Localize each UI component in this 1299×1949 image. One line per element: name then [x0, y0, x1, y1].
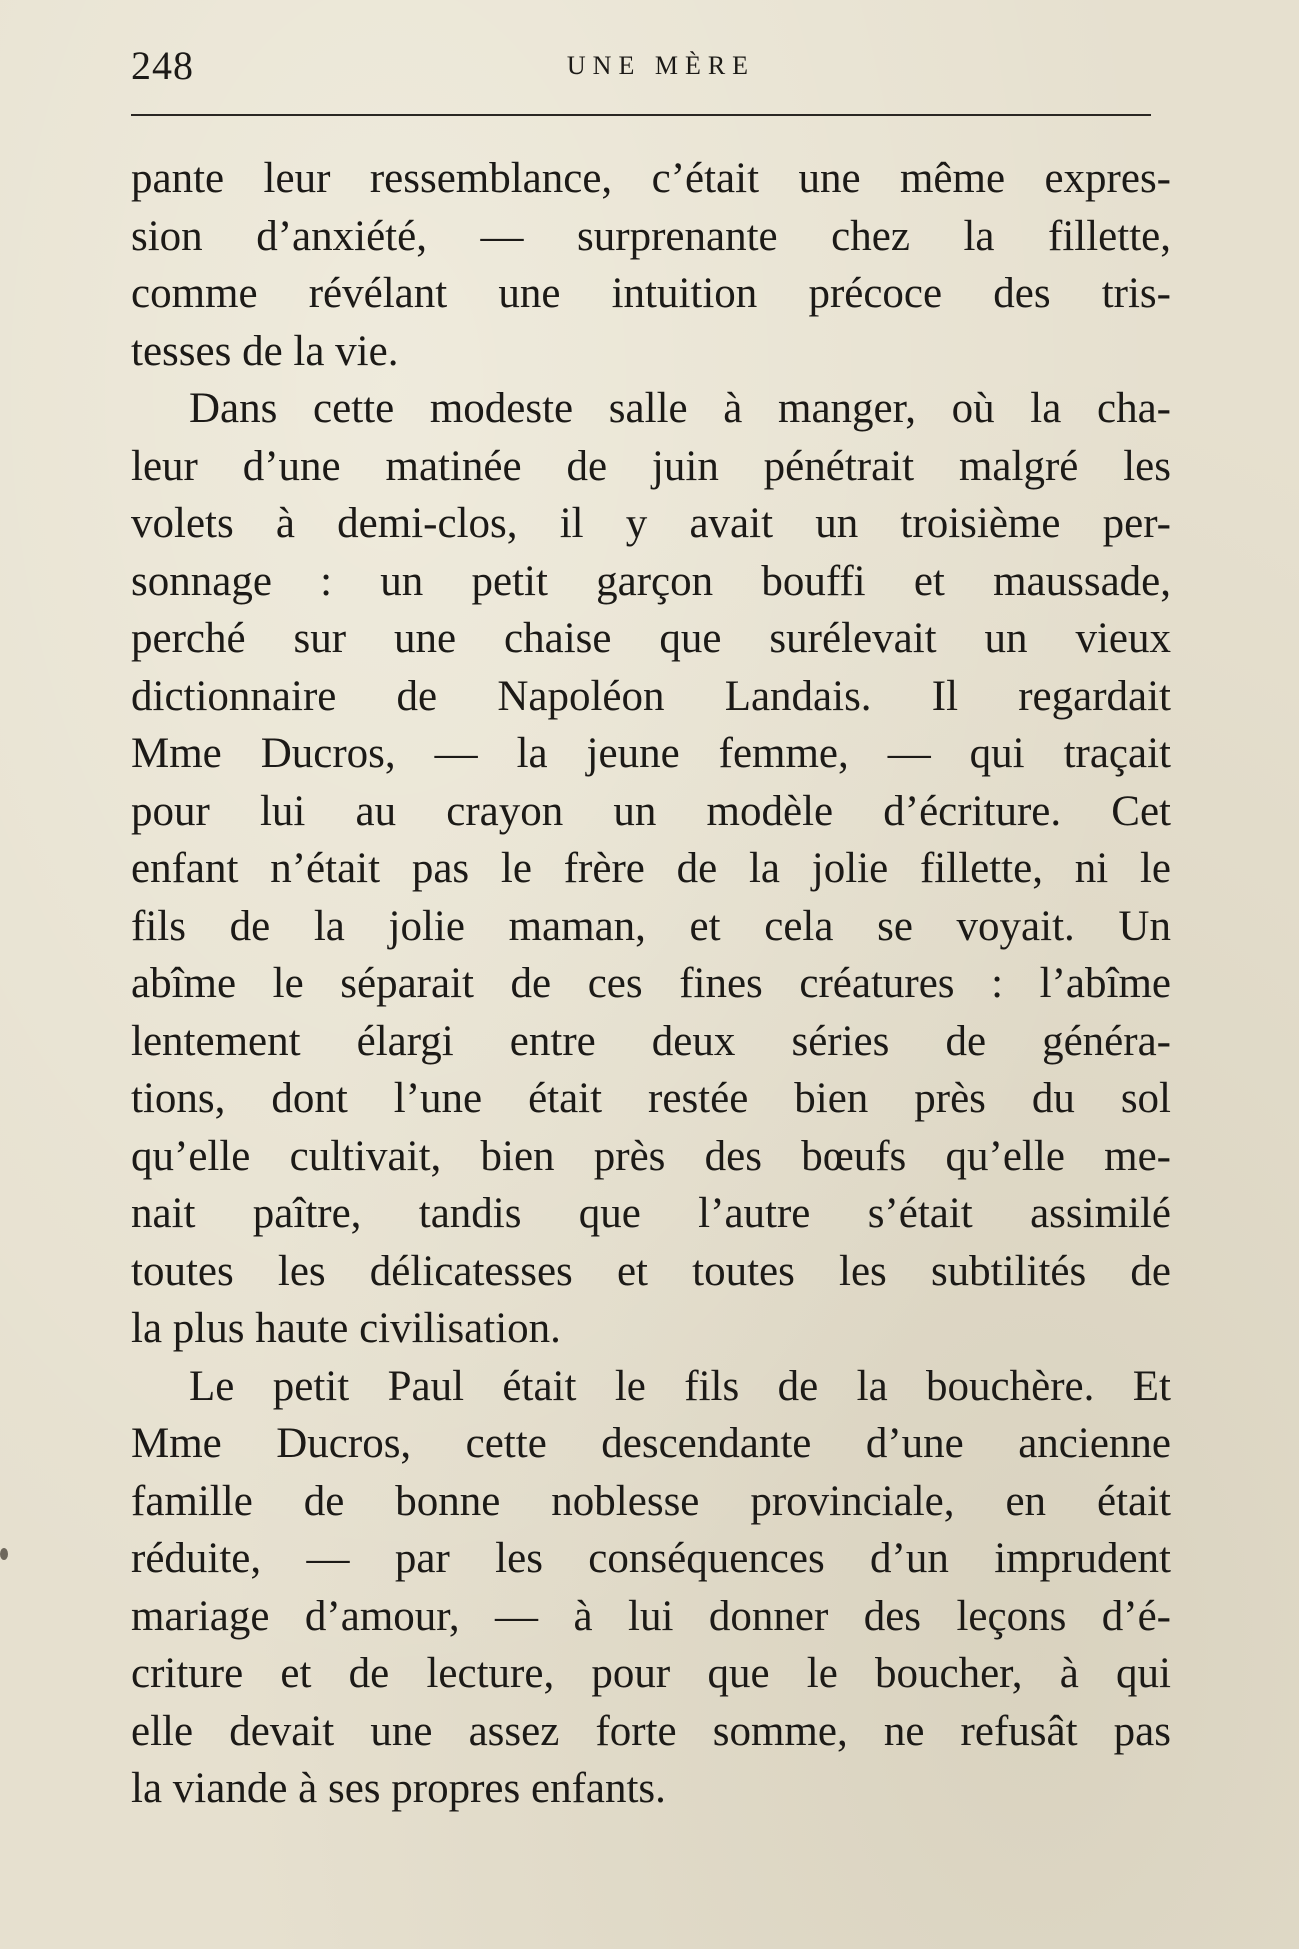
text-line: la viande à ses propres enfants.: [131, 1765, 666, 1812]
text-line: la plus haute civilisation.: [131, 1305, 561, 1352]
running-head: [131, 36, 1151, 96]
text-line: fils de la jolie maman, et cela se voyait. Un: [131, 902, 1171, 950]
text-line: qu’elle cultivait, bien près des bœufs qu’elle me-: [131, 1132, 1171, 1180]
text-line: volets à demi-clos, il y avait un troisième per-: [131, 500, 1171, 547]
text-line: nait paître, tandis que l’autre s’était assimilé: [131, 1190, 1171, 1237]
text-line: pour lui au crayon un modèle d’écriture. Cet: [131, 787, 1171, 835]
text-line: tions, dont l’une était restée bien près du sol: [131, 1075, 1171, 1122]
text-line: toutes les délicatesses et toutes les subtilités de: [131, 1247, 1171, 1295]
text-line: réduite, — par les conséquences d’un imprudent: [131, 1535, 1171, 1582]
text-line: tesses de la vie.: [131, 327, 399, 375]
text-line: abîme le séparait de ces fines créatures : l’abîme: [131, 960, 1171, 1007]
text-line: Dans cette modeste salle à manger, où la cha-: [189, 385, 1171, 432]
text-line: pante leur ressemblance, c’était une même expres-: [131, 155, 1171, 202]
text-line: criture et de lecture, pour que le boucher, à qui: [131, 1650, 1171, 1697]
text-line: mariage d’amour, — à lui donner des leçons d’é-: [131, 1592, 1171, 1640]
text-line: comme révélant une intuition précoce des tris-: [131, 270, 1171, 317]
text-line: sion d’anxiété, — surprenante chez la fillette,: [131, 212, 1171, 260]
text-line: sonnage : un petit garçon bouffi et maussade,: [131, 557, 1171, 605]
text-line: leur d’une matinée de juin pénétrait malgré les: [131, 442, 1171, 490]
text-line: Mme Ducros, cette descendante d’une ancienne: [131, 1420, 1171, 1467]
text-line: enfant n’était pas le frère de la jolie fillette, ni le: [131, 845, 1171, 892]
margin-ink-mark: [0, 1548, 8, 1560]
body-text: [131, 150, 1171, 1818]
text-line: famille de bonne noblesse provinciale, en était: [131, 1477, 1171, 1525]
header-rule: [131, 114, 1151, 116]
page-number: 248: [131, 43, 194, 88]
text-line: Le petit Paul était le fils de la bouchère. Et: [189, 1362, 1171, 1410]
text-line: lentement élargi entre deux séries de généra-: [131, 1017, 1171, 1065]
text-line: Mme Ducros, — la jeune femme, — qui traçait: [131, 730, 1171, 777]
text-line: perché sur une chaise que surélevait un vieux: [131, 615, 1171, 662]
text-line: elle devait une assez forte somme, ne refusât pas: [131, 1707, 1171, 1755]
text-line: dictionnaire de Napoléon Landais. Il regardait: [131, 672, 1171, 720]
running-title: UNE MÈRE: [566, 51, 756, 80]
